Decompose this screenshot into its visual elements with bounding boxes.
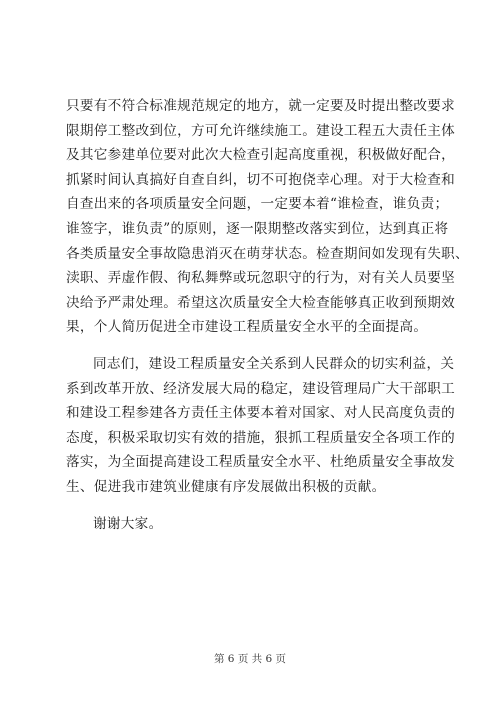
text-line: 限期停工整改到位，方可允许继续施工。建设工程五大责任主体 [66, 122, 456, 139]
text-line: 落实，为全面提高建设工程质量安全水平、杜绝质量安全事故发 [66, 454, 456, 471]
text-line: 和建设工程参建各方责任主体要本着对国家、对人民高度负责的 [66, 405, 456, 422]
text-line: 系到改革开放、经济发展大局的稳定，建设管理局广大干部职工 [66, 380, 456, 397]
text-line: 各类质量安全事故隐患消灭在萌芽状态。检查期间如发现有失职、 [66, 245, 469, 262]
text-line: 只要有不符合标准规范规定的地方，就一定要及时提出整改要求 [66, 98, 456, 114]
paragraph-comrades-appeal [66, 352, 456, 500]
text-line: 谁签字，谁负责”的原则，逐一限期整改落实到位，达到真正将 [66, 220, 449, 237]
page-number-footer: 第 6 页 共 6 页 [213, 653, 287, 665]
document-body [66, 94, 469, 536]
text-line: 决给予严肃处理。希望这次质量安全大检查能够真正收到预期效 [66, 294, 456, 311]
text-line: 及其它参建单位要对此次大检查引起高度重视，积极做好配合， [66, 147, 456, 164]
text-line: 渎职、弄虚作假、徇私舞弊或玩忽职守的行为，对有关人员要坚 [66, 270, 456, 287]
text-line: 抓紧时间认真搞好自查自纠，切不可抱侥幸心理。对于大检查和 [66, 171, 456, 188]
closing-remark: 谢谢大家。 [93, 515, 163, 532]
paragraph-spacer [66, 500, 436, 512]
text-line: 自查出来的各项质量安全问题，一定要本着“谁检查，谁负责； [66, 196, 449, 213]
text-line: 同志们，建设工程质量安全关系到人民群众的切实利益，关 [93, 355, 455, 372]
text-line: 态度，积极采取切实有效的措施，狠抓工程质量安全各项工作的 [66, 429, 456, 446]
text-line: 生、促进我市建筑业健康有序发展做出积极的贡献。 [66, 478, 386, 495]
text-line: 果，个人简历促进全市建设工程质量安全水平的全面提高。 [66, 319, 428, 336]
paragraph-inspection-requirements [66, 94, 469, 340]
paragraph-spacer [66, 340, 436, 352]
